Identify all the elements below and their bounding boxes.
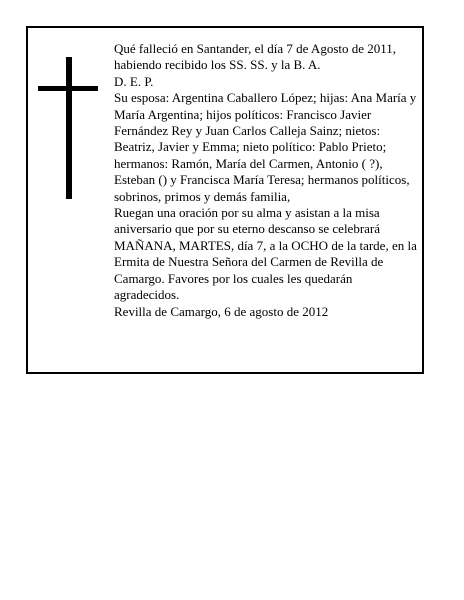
- obituary-notice: [26, 26, 424, 374]
- place-date: Revilla de Camargo, 6 de agosto de 2012: [114, 303, 329, 319]
- death-announcement: Qué falleció en Santander, el día 7 de Agosto de 2011, habiendo recibido los SS. SS. y la B. A.: [114, 41, 397, 73]
- cross-vertical-bar: [66, 57, 72, 199]
- cross-horizontal-bar: [38, 86, 98, 91]
- rest-in-peace: D. E. P.: [114, 73, 154, 89]
- family-list: Su esposa: Argentina Caballero López; hijas: Ana María y María Argentina; hijos políticos: Francisco Javier Fernández Rey y Juan Carlos Calleja Sainz; nietos: Beatriz, Javier y Emma; nieto político: Pablo Prieto; hermanos: Ramón, María del Carmen, Antonio ( ?), Esteban () y Francisca María Teresa; hermanos políticos, sobrinos, primos y demás familia,: [114, 90, 417, 204]
- mass-invitation: Ruegan una oración por su alma y asistan a la misa aniversario que por su eterno descanso se celebrará MAÑANA, MARTES, día 7, a la OCHO de la tarde, en la Ermita de Nuestra Señora del Carmen de Revilla de Camargo. Favores por los cuales les quedarán agradecidos.: [114, 205, 417, 303]
- notice-text: [114, 41, 420, 320]
